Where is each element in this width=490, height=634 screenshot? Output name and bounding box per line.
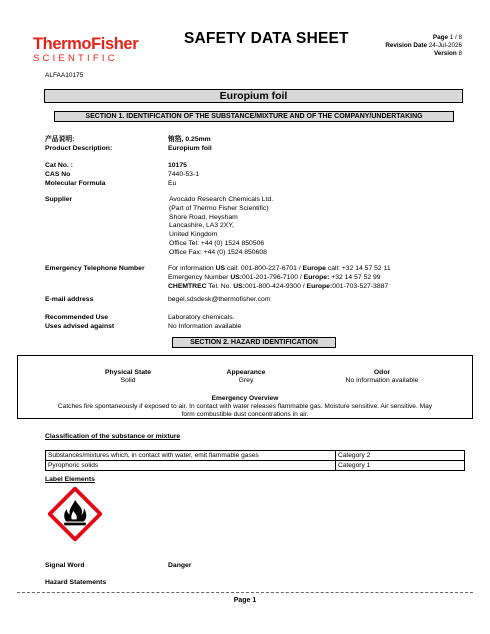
uses-against-label: Uses advised against [45, 323, 115, 330]
emergency-overview-line-2: form combustible dust concentrations in air. [181, 411, 309, 419]
supplier-line: Avocado Research Chemicals Ltd. [169, 196, 274, 203]
logo-sub-text: SCIENTIFIC [33, 52, 118, 64]
table-row [46, 451, 465, 461]
cas-no-value: 7440-53-1 [168, 171, 199, 178]
hazard-category-cell: Category 2 [336, 451, 465, 461]
recommended-use-label: Recommended Use [45, 314, 109, 321]
supplier-line: Shore Road, Heysham [169, 213, 238, 221]
signal-word-label: Signal Word [45, 562, 85, 569]
supplier-label: Supplier [45, 196, 73, 203]
hazard-statements-label: Hazard Statements [45, 579, 107, 586]
supplier-line: (Part of Thermo Fisher Scientific) [169, 204, 269, 212]
page-value: 1 / 8 [449, 34, 462, 41]
revision-value: 24-Jul-2026 [428, 42, 462, 50]
emergency-overview [18, 395, 472, 420]
formula-label: Molecular Formula [45, 180, 106, 187]
hazard-overview-box [17, 355, 473, 419]
hazard-class-cell: Pyrophoric solids [46, 461, 336, 471]
email-label: E-mail address [45, 296, 94, 303]
version-value: 8 [458, 50, 462, 58]
hazard-class-cell: Substances/mixtures which, in contact with water, emit flammable gases [46, 451, 336, 461]
cn-description-label: 产品说明: [45, 136, 75, 143]
email-value[interactable]: begel.sdsdesk@thermofisher.com [168, 296, 271, 303]
page-label: Page [432, 34, 448, 41]
formula-value: Eu [168, 180, 177, 187]
product-description-value: Europium foil [168, 145, 212, 152]
physical-state: Physical State Solid [104, 369, 152, 385]
ghs02-flame-icon [48, 487, 102, 541]
odor: Odor No information available [345, 369, 419, 385]
version-label: Version [433, 50, 457, 58]
emergency-overview-label: Emergency Overview [211, 395, 279, 402]
emergency-phone-numbers [168, 265, 391, 291]
product-description-label: Product Description: [45, 145, 113, 152]
emergency-line-3: CHEMTREC Tel. No. US:001-800-424-9300 / Europe:001-703-527-3887 [168, 282, 389, 290]
classification-heading: Classification of the substance or mixture [45, 433, 181, 440]
signal-word-value: Danger [168, 562, 192, 569]
cat-no-label: Cat No. : [45, 162, 73, 169]
section-1-heading: SECTION 1. IDENTIFICATION OF THE SUBSTANCE/MIXTURE AND OF THE COMPANY/UNDERTAKING [54, 111, 454, 122]
logo-main-text: ThermoFisher [33, 35, 139, 53]
supplier-line: Office Fax: +44 (0) 1524 850608 [169, 248, 267, 256]
classification-table [45, 450, 465, 471]
cas-no-label: CAS No [45, 171, 71, 178]
emergency-phone-label: Emergency Telephone Number [45, 265, 145, 272]
table-row [46, 461, 465, 471]
section-2-heading: SECTION 2. HAZARD IDENTIFICATION [172, 337, 336, 348]
emergency-line-1: For information US call: 001-800-227-6701 / Europe call: +32 14 57 52 11 [168, 265, 391, 272]
product-code: ALFAA10175 [45, 72, 84, 79]
cn-description-value: 铕箔, 0.25mm [168, 136, 211, 143]
cat-no-value: 10175 [168, 162, 187, 169]
recommended-use-value: Laboratory chemicals. [168, 314, 235, 321]
page-footer: Page 1 [233, 597, 257, 604]
emergency-overview-line-1: Catches fire spontaneously if exposed to air. In contact with water releases flammable gas. Moisture sensitive. Air sensitive. May [57, 403, 433, 411]
thermofisher-logo [33, 36, 163, 64]
product-name-banner: Europium foil [44, 89, 463, 103]
document-meta [385, 34, 462, 59]
supplier-line: Lancashire, LA3 2XY, [169, 222, 234, 230]
footer-divider [17, 592, 473, 593]
document-title: SAFETY DATA SHEET [184, 30, 349, 47]
revision-label: Revision Date [385, 42, 427, 50]
emergency-line-2: Emergency Number US:001-201-796-7100 / Europe: +32 14 57 52 99 [168, 273, 381, 281]
supplier-line: United Kingdom [169, 231, 218, 239]
supplier-address [169, 196, 273, 258]
appearance: Appearance Grey [226, 369, 266, 385]
hazard-category-cell: Category 1 [336, 461, 465, 471]
supplier-line: Office Tel: +44 (0) 1524 850506 [169, 240, 265, 248]
uses-against-value: No Information available [168, 323, 242, 330]
label-elements-heading: Label Elements [45, 476, 95, 483]
